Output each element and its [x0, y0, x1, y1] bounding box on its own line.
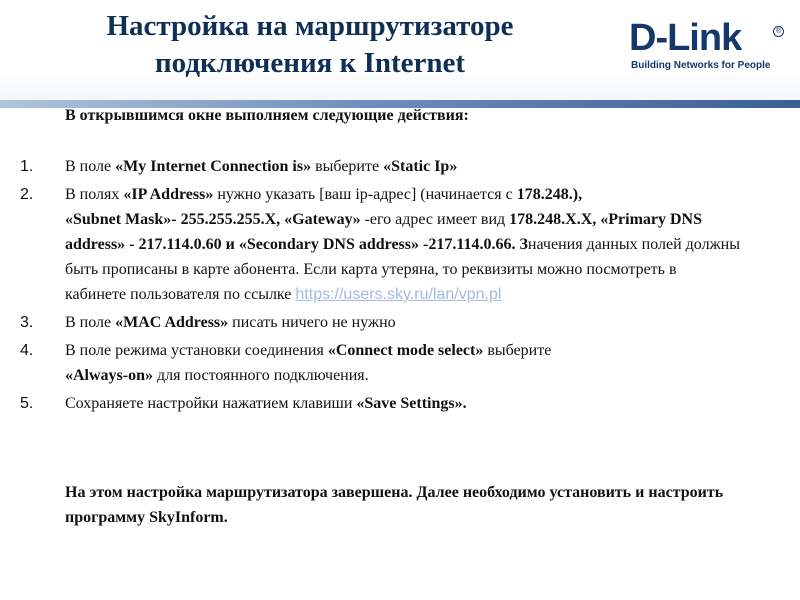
registered-mark-icon: ®: [773, 26, 784, 37]
step-number: 4.: [20, 342, 34, 359]
step-2: [0, 182, 740, 307]
slide-header: [0, 0, 800, 100]
step-number: 1.: [20, 158, 34, 175]
conclusion-text: На этом настройка маршрутизатора завершена. Далее необходимо установить и настроить программу SkyInform.: [65, 484, 724, 526]
step-number: 2.: [20, 186, 34, 203]
step-number: 3.: [20, 314, 34, 331]
step-text: В поле «My Internet Connection is» выберите «Static Ip»: [65, 158, 458, 175]
intro-text: В открывшимся окне выполняем следующие действия:: [65, 107, 469, 124]
title-line-2: подключения к Internet: [154, 47, 466, 79]
step-4: [0, 338, 740, 388]
step-1: [0, 154, 740, 179]
step-text: В поле режима установки соединения «Connect mode select» выберите «Always-on» для постоянного подключения.: [65, 342, 552, 384]
slide-title: [40, 8, 580, 82]
step-number: 5.: [20, 395, 34, 412]
logo-brand: D-Link: [629, 17, 742, 59]
step-text: В полях «IP Address» нужно указать [ваш ip-адрес] (начинается с 178.248.), «Subnet Mask»- 255.255.255.X, «Gateway» -его адрес имеет вид 178.248.X.X, «Primary DNS address» - 217.114.0.60 и «Secondary DNS address» -217.114.0.66. Значения данных полей должны быть прописаны в карте абонента. Если карта утеряна, то реквизиты можно посмотреть в кабинете пользователя по ссылке https://users.sky.ru/lan/vpn.pl: [65, 186, 740, 303]
title-line-1: Настройка на маршрутизаторе: [106, 10, 514, 42]
step-5: [0, 391, 740, 416]
step-text: Сохраняете настройки нажатием клавиши «Save Settings».: [65, 395, 467, 412]
step-3: [0, 310, 740, 335]
user-cabinet-link[interactable]: https://users.sky.ru/lan/vpn.pl: [295, 286, 502, 303]
steps-list: [0, 154, 800, 419]
logo-tagline: Building Networks for People: [631, 60, 771, 71]
dlink-logo: [615, 18, 795, 78]
step-text: В поле «MAC Address» писать ничего не нужно: [65, 314, 396, 331]
slide-content: [0, 108, 800, 600]
